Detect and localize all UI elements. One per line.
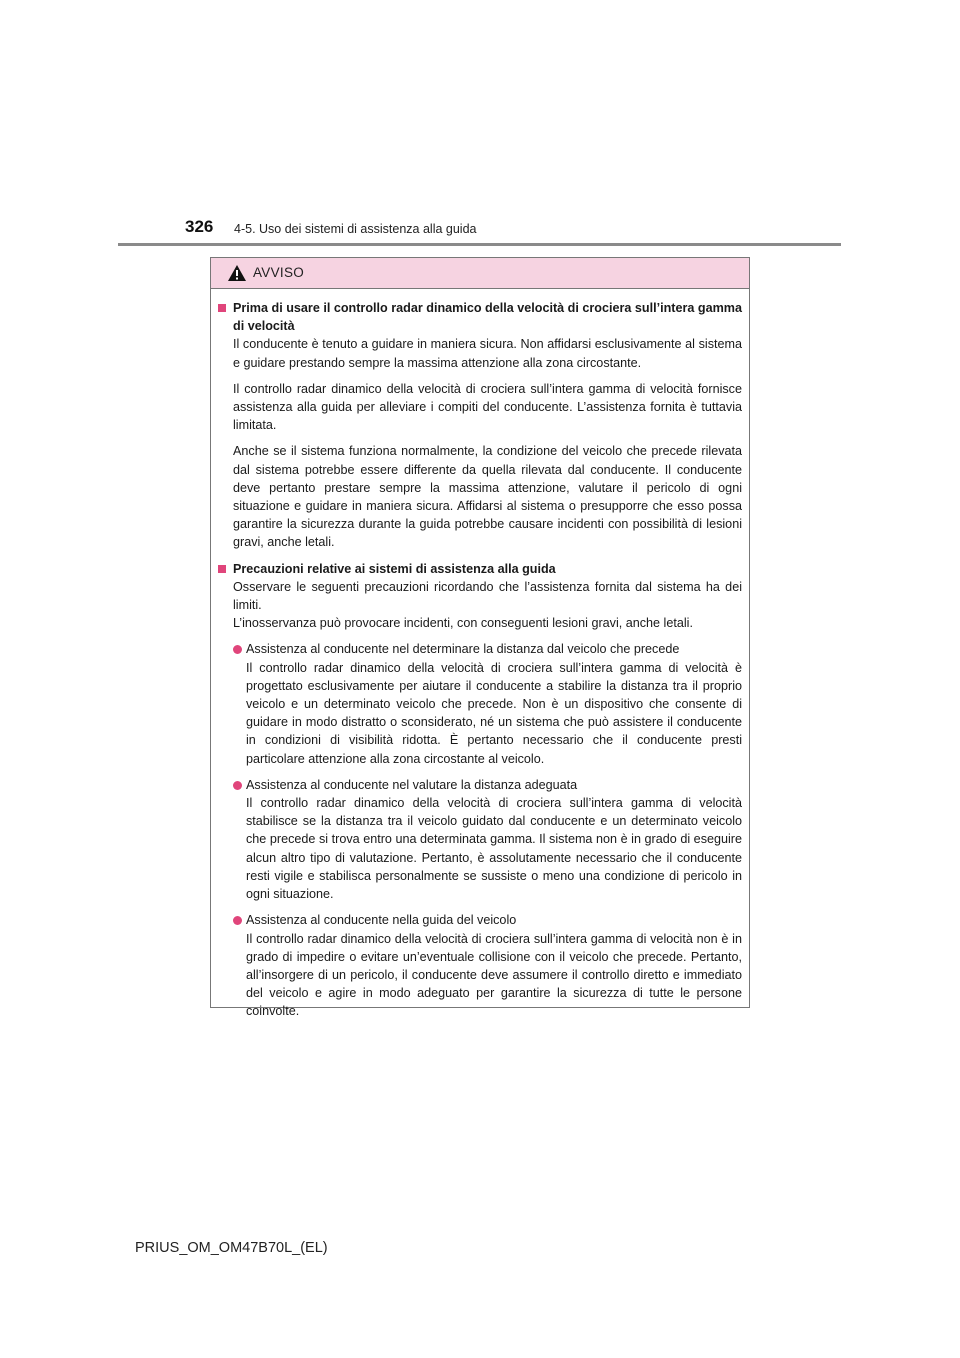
warning-label: AVVISO (253, 265, 305, 280)
round-bullet-icon (233, 781, 242, 790)
list-item-title: Assistenza al conducente nel determinare la distanza dal veicolo che precede (246, 642, 680, 657)
warning-body (211, 289, 749, 1021)
warning-triangle-icon (227, 264, 247, 282)
document-code: PRIUS_OM_OM47B70L_(EL) (135, 1240, 328, 1256)
list-item-title: Assistenza al conducente nella guida del veicolo (246, 913, 517, 928)
list-item (246, 911, 742, 1020)
square-bullet-icon (218, 304, 226, 312)
paragraph: L’inosservanza può provocare incidenti, con conseguenti lesioni gravi, anche letali. (233, 616, 693, 631)
header-divider (118, 243, 841, 246)
warning-header (211, 258, 749, 289)
square-bullet-icon (218, 565, 226, 573)
round-bullet-icon (233, 916, 242, 925)
section-heading (218, 299, 742, 335)
list-item-text: Il controllo radar dinamico della velocità di crociera sull’intera gamma di velocità stabilisce se la distanza tra il veicolo guidato dal conducente e un determinato veicolo che precede si trova entro una determinata gamma. Il sistema non è in grado di eseguire alcun altro tipo di valutazione. Pertanto, è assolutamente necessario che il conducente resti vigile e stabilisca personalmente se sussiste o meno una condizione di pericolo in ogni situazione. (246, 796, 742, 902)
warning-section (218, 560, 742, 1021)
paragraph: Osservare le seguenti precauzioni ricordando che l’assistenza fornita dal sistema ha dei limiti. (233, 579, 742, 613)
section-title: 4-5. Uso dei sistemi di assistenza alla guida (234, 222, 477, 236)
section-heading-text: Precauzioni relative ai sistemi di assistenza alla guida (233, 561, 556, 576)
page-number: 326 (185, 217, 214, 236)
section-heading-text: Prima di usare il controllo radar dinamico della velocità di crociera sull’intera gamma di velocità (233, 301, 742, 334)
round-bullet-icon (233, 645, 242, 654)
section-heading (218, 560, 742, 578)
list-item (246, 640, 742, 767)
list-item-text: Il controllo radar dinamico della velocità di crociera sull’intera gamma di velocità non è in grado di impedire o evitare un’eventuale collisione con il veicolo che precede. Pertanto, all’insorgere di un pericolo, il conducente deve assumere il controllo diretto e immediato del veicolo e agire in modo adeguato per garantire la sicurezza di tutte le persone coinvolte. (246, 931, 742, 1019)
list-item-text: Il controllo radar dinamico della velocità di crociera sull’intera gamma di velocità è progettato esclusivamente per aiutare il conducente a stabilire la distanza tra il proprio veicolo e un determinato veicolo che precede. Non è un dispositivo che consente di guidare in modo distratto o sconsiderato, né un sistema che può assistere il conducente in condizioni di visibilità ridotta. È pertanto necessario che il conducente presti particolare attenzione alla zona circostante al veicolo. (246, 660, 742, 766)
warning-section (218, 299, 742, 552)
paragraph: Anche se il sistema funziona normalmente, la condizione del veicolo che precede rilevata dal sistema potrebbe essere differente da quella rilevata dal conducente. Il conducente deve pertanto prestare sempre la massima attenzione, valutare il pericolo di ogni situazione e guidare in maniera sicura. Affidarsi al sistema o presupporre che esso possa garantire la sicurezza durante la guida potrebbe causare incidenti con possibilità di lesioni gravi, anche letali. (233, 444, 742, 550)
paragraph: Il conducente è tenuto a guidare in maniera sicura. Non affidarsi esclusivamente al sistema e guidare prestando sempre la massima attenzione alla zona circostante. (233, 337, 742, 370)
warning-box (210, 257, 750, 1019)
list-item-title: Assistenza al conducente nel valutare la distanza adeguata (246, 777, 578, 792)
list-item (246, 776, 742, 903)
paragraph: Il controllo radar dinamico della velocità di crociera sull’intera gamma di velocità fornisce assistenza alla guida per alleviare i compiti del conducente. L’assistenza fornita è tuttavia limitata. (233, 381, 742, 433)
